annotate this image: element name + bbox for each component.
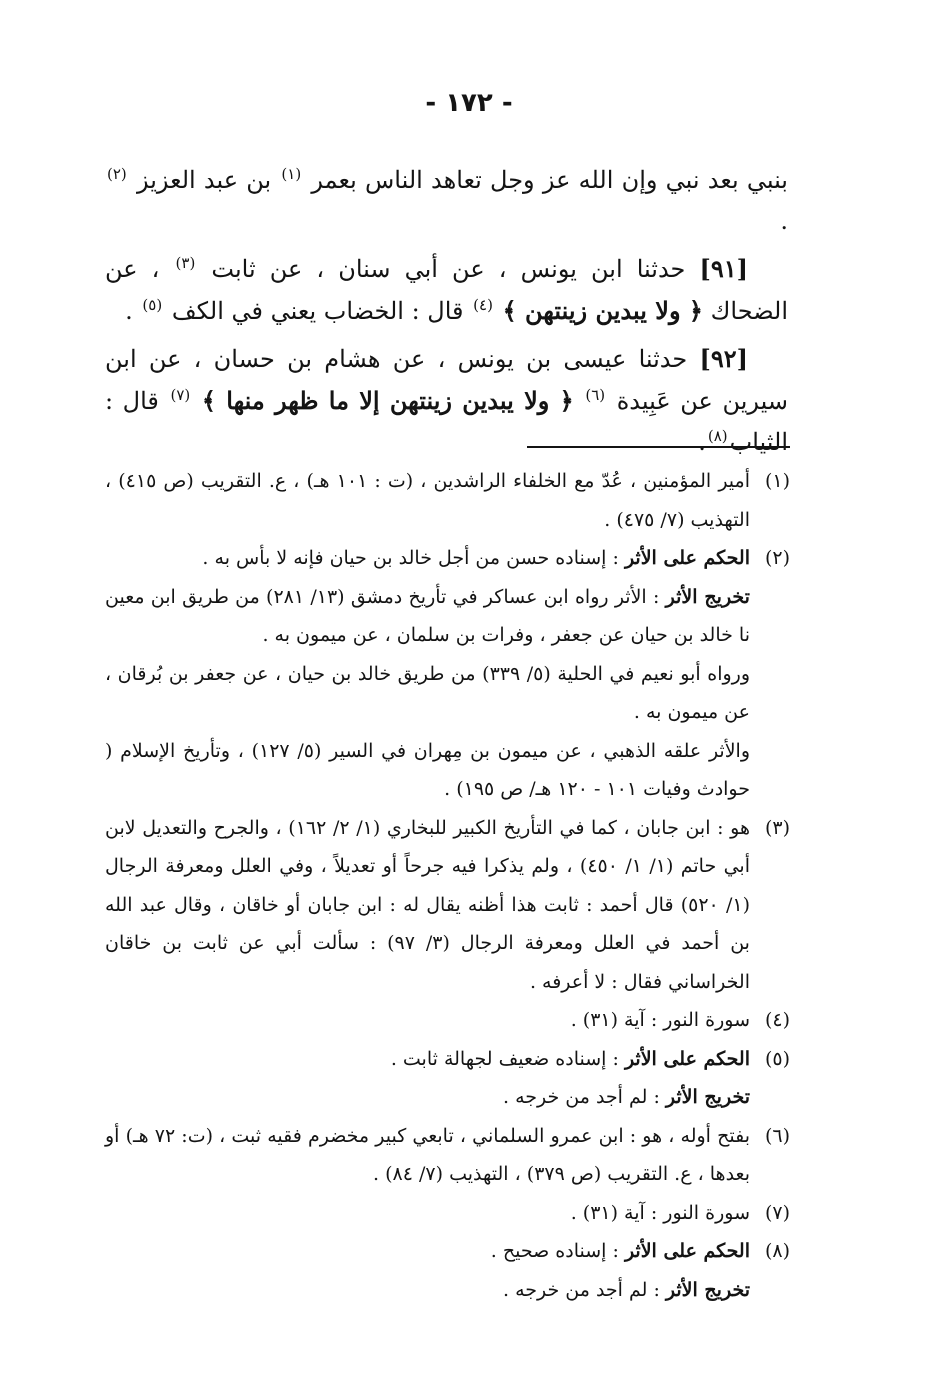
footnote-body bbox=[105, 1194, 750, 1233]
hukm-text: : إسناده صحيح . bbox=[490, 1240, 619, 1262]
footnote-number: (٥) bbox=[764, 1047, 790, 1070]
footnote-body bbox=[105, 1001, 750, 1040]
quran-quote: ﴿ ولا يبدين زينتهن إلا ما ظهر منها ﴾ bbox=[201, 386, 574, 415]
footnote-8 bbox=[105, 1232, 790, 1309]
footnote-text: سورة النور : آية (٣١) . bbox=[570, 1201, 750, 1224]
hadith-92 bbox=[105, 338, 788, 463]
footnote-number: (٧) bbox=[764, 1201, 790, 1224]
footnote-reference: (٤) bbox=[473, 296, 493, 314]
hukm-line bbox=[105, 1232, 750, 1271]
footnote-paragraph: والأثر علقه الذهبي ، عن ميمون بن مِهران في السير (٥/ ١٢٧) ، وتأريخ الإسلام ( حوادث وفيات ١٠١ - ١٢٠ هـ/ ص ١٩٥) . bbox=[105, 739, 751, 800]
footnote-body bbox=[105, 1040, 750, 1117]
footnote-text: هو : ابن جابان ، كما في التأريخ الكبير للبخاري (١/ ٢/ ١٦٢) ، والجرح والتعديل لابن أبي حاتم (١/ ١/ ٤٥٠) ، ولم يذكرا فيه جرحاً أو تعديلاً ، وفي العلل ومعرفة الرجال (١/ ٥٢٠) قال أحمد : ثابت هذا أظنه يقال له : ابن جابان أو خاقان ، وقال عبد الله بن أحمد في العلل ومعرفة الرجال (٣/ ٩٧) : سألت أبي عن ثابت بن خاقان الخراساني فقال : لا أعرفه . bbox=[105, 816, 750, 993]
hukm-label: الحكم على الأثر bbox=[624, 1240, 750, 1262]
hukm-label: الحكم على الأثر bbox=[624, 1047, 750, 1070]
footnote-7 bbox=[105, 1194, 790, 1233]
hadith-text-segment: ، عن الضحاك bbox=[105, 255, 788, 325]
hadith-text-segment: حدثنا عيسى بن يونس ، عن هشام بن حسان ، عن ابن سيرين عن عَبِيدة bbox=[105, 345, 789, 415]
hadith-91 bbox=[105, 248, 788, 332]
footnote-6 bbox=[105, 1117, 790, 1194]
footnote-1 bbox=[105, 462, 790, 539]
hadith-number: [٩٢] bbox=[699, 344, 748, 373]
footnote-number: (٢) bbox=[764, 547, 790, 569]
footnote-3 bbox=[105, 809, 790, 1002]
sentence-end: . bbox=[780, 207, 788, 235]
main-text bbox=[105, 160, 788, 469]
takhrij-line bbox=[105, 1271, 750, 1310]
takhrij-text: : لم أجد من خرجه . bbox=[502, 1278, 660, 1301]
footnote-reference: (٢) bbox=[107, 165, 127, 183]
footnote-reference: (٨) bbox=[707, 427, 728, 445]
footnote-4 bbox=[105, 1001, 790, 1040]
footnote-number: (٨) bbox=[764, 1240, 790, 1262]
footnote-number: (٤) bbox=[764, 1009, 790, 1031]
main-paragraph-continuation bbox=[105, 160, 788, 242]
takhrij-label: تخريج الأثر bbox=[665, 585, 750, 608]
hadith-text-segment: حدثنا ابن يونس ، عن أبي سنان ، عن ثابت bbox=[211, 255, 686, 283]
footnote-body bbox=[105, 1232, 750, 1309]
footnote-text: أمير المؤمنين ، عُدّ مع الخلفاء الراشدين ، (ت : ١٠١ هـ) ، ع. التقريب (ص ٤١٥) ، التهذيب (٧/ ٤٧٥) . bbox=[105, 470, 750, 531]
footnote-text: سورة النور : آية (٣١) . bbox=[570, 1009, 750, 1031]
footnote-5 bbox=[105, 1040, 790, 1117]
takhrij-text: : لم أجد من خرجه . bbox=[502, 1086, 660, 1108]
footnote-number: (٣) bbox=[764, 816, 790, 839]
hadith-text-segment: قال : الخضاب يعني في الكف bbox=[171, 297, 464, 325]
footnote-body bbox=[105, 1117, 750, 1194]
hadith-number: [٩١] bbox=[699, 254, 748, 283]
footnote-body bbox=[105, 462, 750, 539]
footnote-body bbox=[105, 539, 750, 809]
hukm-text: : إسناده حسن من أجل خالد بن حيان فإنه لا بأس به . bbox=[202, 547, 619, 569]
sentence-end: . bbox=[698, 428, 706, 456]
footnote-number: (٦) bbox=[764, 1124, 790, 1147]
sentence-end: . bbox=[125, 297, 133, 325]
page-number: - ١٧٢ - bbox=[425, 88, 513, 118]
takhrij-label: تخريج الأثر bbox=[665, 1278, 750, 1301]
footnote-reference: (١) bbox=[281, 165, 302, 183]
footnote-divider bbox=[527, 446, 790, 448]
footnote-text: بفتح أوله ، هو : ابن عمرو السلماني ، تابعي كبير مخضرم فقيه ثبت ، (ت: ٧٢ هـ) أو بعدها ، ع. التقريب (ص ٣٧٩) ، التهذيب (٧/ ٨٤) . bbox=[105, 1124, 750, 1185]
takhrij-line bbox=[105, 1078, 750, 1117]
footnote-reference: (٣) bbox=[175, 254, 196, 272]
hukm-text: : إسناده ضعيف لجهالة ثابت . bbox=[390, 1047, 619, 1070]
footnote-paragraph: ورواه أبو نعيم في الحلية (٥/ ٣٣٩) من طريق خالد بن حيان ، عن جعفر بن بُرقان ، عن ميمون به . bbox=[105, 662, 751, 723]
footnotes-section bbox=[105, 462, 790, 1309]
footnote-reference: (٧) bbox=[170, 386, 191, 404]
footnote-body bbox=[105, 809, 750, 1002]
hukm-label: الحكم على الأثر bbox=[624, 547, 750, 569]
takhrij-text: : الأثر رواه ابن عساكر في تأريخ دمشق (١٣/ ٢٨١) من طريق ابن معين نا خالد بن حيان عن جعفر ، وفرات بن سلمان ، عن ميمون به . bbox=[105, 585, 750, 646]
footnote-number: (١) bbox=[764, 470, 790, 492]
footnote-2 bbox=[105, 539, 790, 809]
takhrij-label: تخريج الأثر bbox=[665, 1086, 750, 1108]
hukm-line bbox=[105, 1040, 750, 1079]
footnote-reference: (٦) bbox=[585, 386, 606, 404]
takhrij-line bbox=[105, 578, 750, 655]
hadith-text-segment: قال : الثياب bbox=[105, 387, 788, 456]
main-text-segment: بنبي بعد نبي وإن الله عز وجل تعاهد الناس بعمر bbox=[311, 166, 788, 194]
quran-quote: ﴿ ولا يبدين زينتهن ﴾ bbox=[502, 296, 703, 325]
hukm-line bbox=[105, 539, 750, 578]
footnote-reference: (٥) bbox=[142, 296, 163, 314]
main-text-segment: بن عبد العزيز bbox=[136, 166, 272, 194]
